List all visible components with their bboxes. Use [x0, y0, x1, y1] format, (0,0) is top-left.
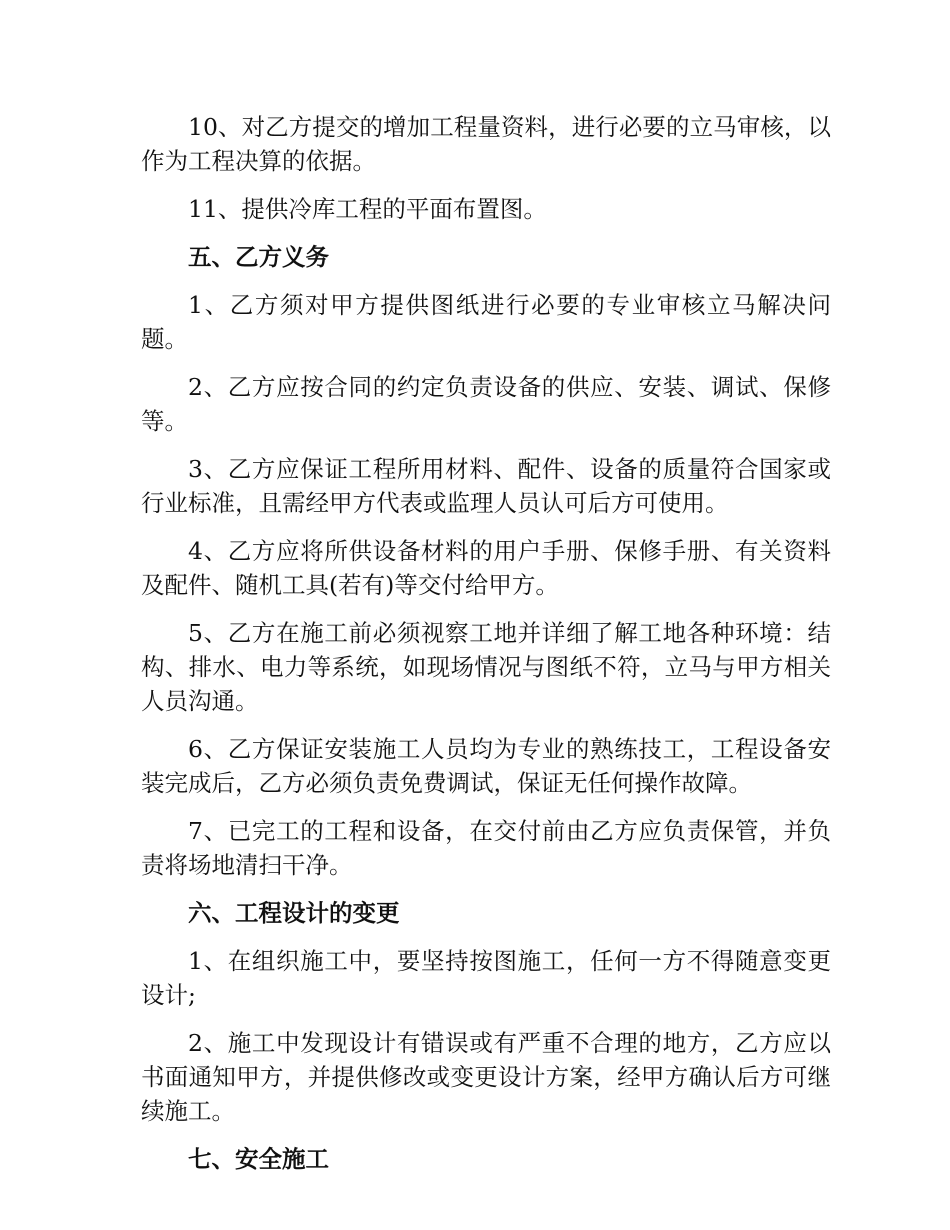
- section-heading-6: 六、工程设计的变更: [188, 899, 400, 927]
- paragraph-5-7: 7、已完工的工程和设备，在交付前由乙方应负责保管，并负责将场地清扫干净。: [141, 817, 831, 879]
- paragraph-6-1: 1、在组织施工中，要坚持按图施工，任何一方不得随意变更设计;: [141, 947, 831, 1009]
- paragraph-11: 11、提供冷库工程的平面布置图。: [188, 195, 547, 223]
- paragraph-5-6: 6、乙方保证安装施工人员均为专业的熟练技工，工程设备安装完成后，乙方必须负责免费调试，保证无任何操作故障。: [141, 735, 831, 797]
- paragraph-10: 10、对乙方提交的增加工程量资料，进行必要的立马审核，以作为工程决算的依据。: [141, 113, 831, 175]
- paragraph-5-2: 2、乙方应按合同的约定负责设备的供应、安装、调试、保修等。: [141, 373, 831, 435]
- section-heading-5: 五、乙方义务: [188, 243, 329, 271]
- paragraph-5-1: 1、乙方须对甲方提供图纸进行必要的专业审核立马解决问题。: [141, 291, 831, 353]
- section-heading-7: 七、安全施工: [188, 1145, 329, 1173]
- paragraph-5-4: 4、乙方应将所供设备材料的用户手册、保修手册、有关资料及配件、随机工具(若有)等交付给甲方。: [141, 537, 831, 599]
- paragraph-5-5: 5、乙方在施工前必须视察工地并详细了解工地各种环境：结构、排水、电力等系统，如现场情况与图纸不符，立马与甲方相关人员沟通。: [141, 619, 831, 715]
- paragraph-5-3: 3、乙方应保证工程所用材料、配件、设备的质量符合国家或行业标准，且需经甲方代表或监理人员认可后方可使用。: [141, 455, 831, 517]
- document-body: [141, 110, 831, 1190]
- paragraph-6-2: 2、施工中发现设计有错误或有严重不合理的地方，乙方应以书面通知甲方，并提供修改或变更设计方案，经甲方确认后方可继续施工。: [141, 1029, 831, 1125]
